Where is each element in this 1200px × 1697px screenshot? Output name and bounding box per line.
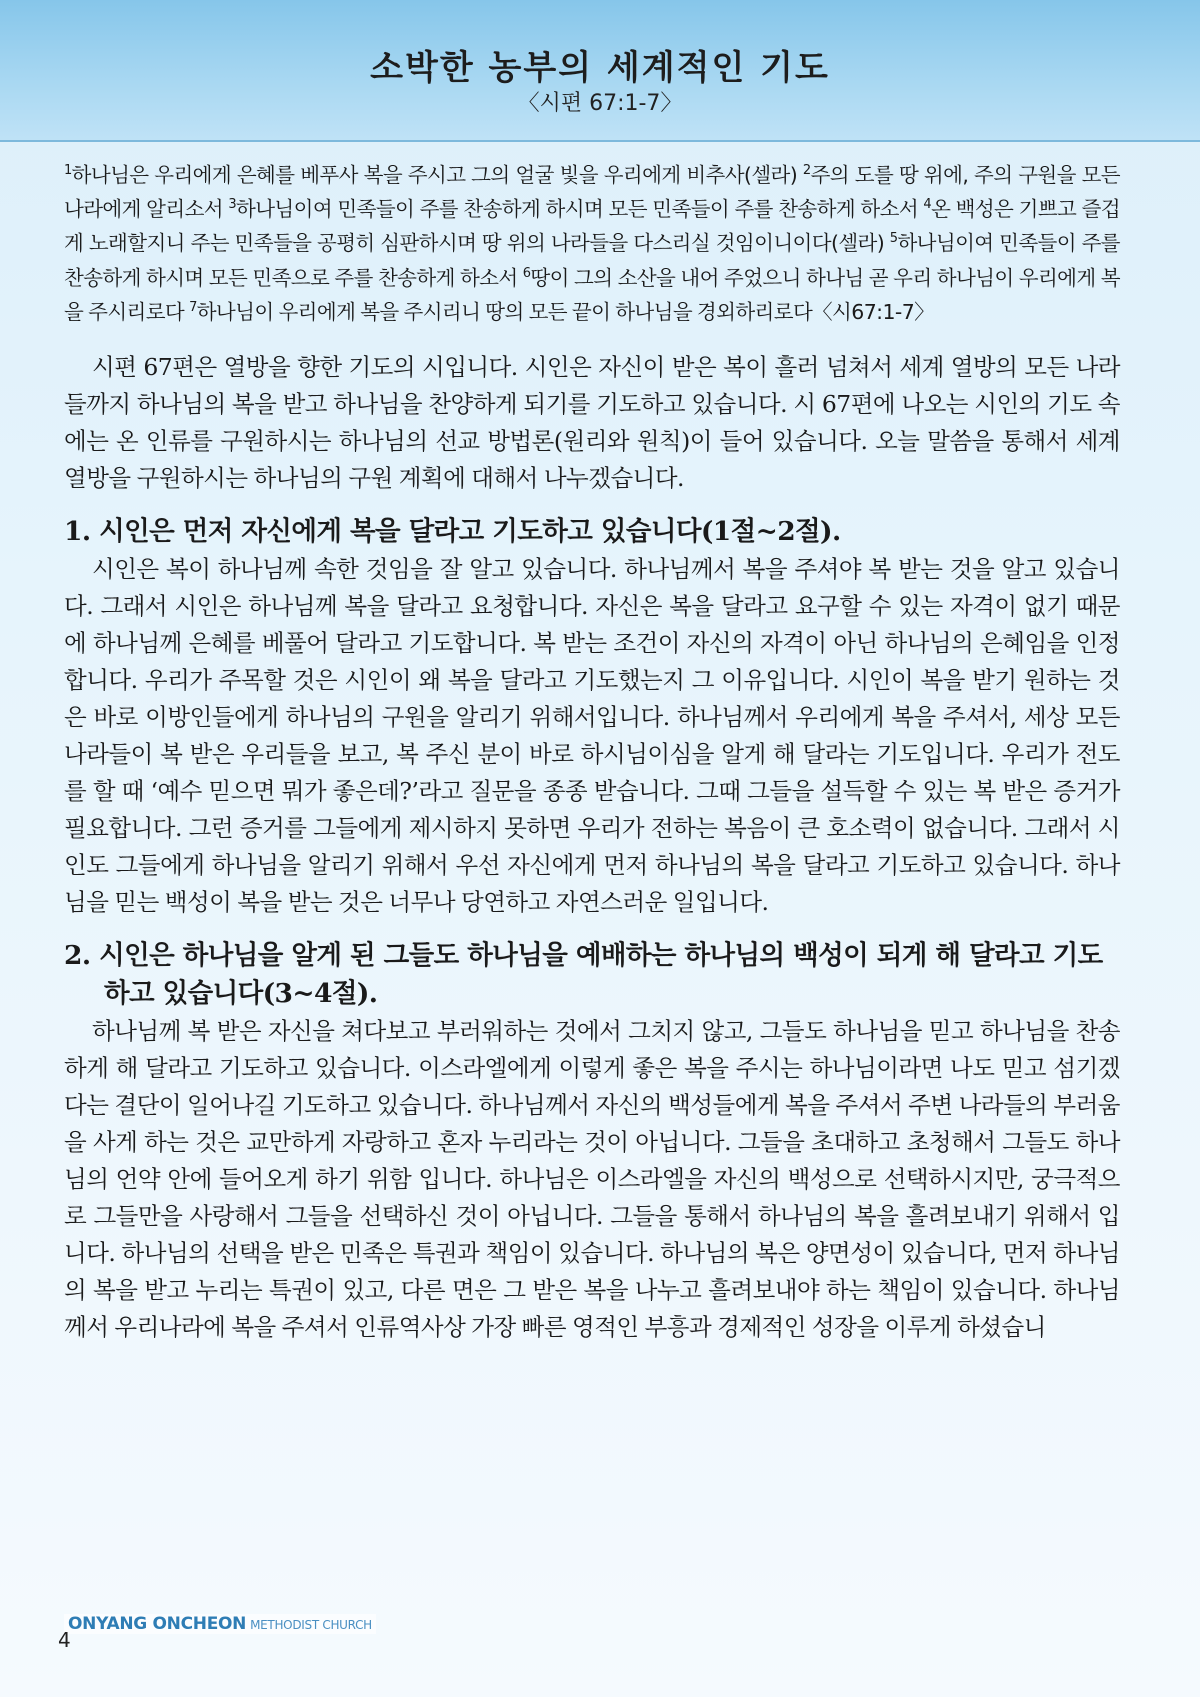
verse-text: 온 백성은 기쁘고 즐겁게 노래할지니 주는 민족들을 공평히 심판하시며 땅 위의 나라들을 다스리실 것임이니이다(셀라)	[64, 197, 1120, 256]
church-logo-subtitle: METHODIST CHURCH	[250, 1618, 372, 1632]
section-body-2: 하나님께 복 받은 자신을 쳐다보고 부러워하는 것에서 그치지 않고, 그들도 하나님을 믿고 하나님을 찬송하게 해 달라고 기도하고 있습니다. 이스라엘에게 이렇게 좋은 복을 주시는 하나님이라면 나도 믿고 섬기겠다는 결단이 일어나길 기도하고 있습니다. 하나님께서 자신의 백성들에게 복을 주셔서 주변 나라들의 부러움을 사게 하는 것은 교만하게 자랑하고 혼자 누리라는 것이 아닙니다. 그들을 초대하고 초청해서 그들도 하나님의 언약 안에 들어오게 하기 위함 입니다. 하나님은 이스라엘을 자신의 백성으로 선택하시지만, 궁극적으로 그들만을 사랑해서 그들을 선택하신 것이 아닙니다. 그들을 통해서 하나님의 복을 흘려보내기 위해서 입니다. 하나님의 선택을 받은 민족은 특권과 책임이 있습니다. 하나님의 복은 양면성이 있습니다, 먼저 하나님의 복을 받고 누리는 특권이 있고, 다른 면은 그 받은 복을 나누고 흘려보내야 하는 책임이 있습니다. 하나님께서 우리나라에 복을 주셔서 인류역사상 가장 빠른 영적인 부흥과 경제적인 성장을 이루게 하셨습니	[64, 1017, 1120, 1342]
scripture-passage	[64, 158, 1120, 329]
verse-number: 5	[889, 231, 898, 247]
page-title: 소박한 농부의 세계적인 기도	[370, 48, 830, 88]
verse-number: 6	[522, 265, 531, 281]
verse-text: 하나님이여 민족들이 주를 찬송하게 하시며 모든 민족으로 주를 찬송하게 하소서	[64, 231, 1120, 290]
verse-text: 하나님은 우리에게 은혜를 베푸사 복을 주시고 그의 얼굴 빛을 우리에게 비추사(셀라)	[71, 163, 803, 187]
scripture-reference: 〈시편 67:1-7〉	[517, 91, 683, 116]
verse-text: 주의 도를 땅 위에, 주의 구원을 모든 나라에게 알리소서	[64, 163, 1120, 222]
verse-number: 2	[802, 163, 811, 179]
verse-text: 하나님이여 민족들이 주를 찬송하게 하시며 모든 민족들이 주를 찬송하게 하소서	[236, 197, 924, 222]
verse-text: 하나님이 우리에게 복을 주시리니 땅의 모든 끝이 하나님을 경외하리로다〈시67:1-7〉	[196, 299, 935, 324]
verse-number: 4	[923, 197, 932, 213]
header-banner	[0, 0, 1200, 142]
article-body	[64, 158, 1120, 1346]
section-heading-2: 2. 시인은 하나님을 알게 된 그들도 하나님을 예배하는 하나님의 백성이 되게 해 달라고 기도하고 있습니다(3~4절).	[64, 940, 1103, 1010]
verse-number: 1	[64, 163, 72, 179]
verse-text: 땅이 그의 소산을 내어 주었으니 하나님 곧 우리 하나님이 우리에게 복을 주시리로다	[64, 265, 1120, 324]
church-logo-name: ONYANG ONCHEON	[68, 1614, 247, 1634]
verse-number: 7	[189, 299, 197, 315]
verse-number: 3	[228, 197, 237, 213]
church-logo	[64, 1614, 376, 1634]
section-body-1: 시인은 복이 하나님께 속한 것임을 잘 알고 있습니다. 하나님께서 복을 주셔야 복 받는 것을 알고 있습니다. 그래서 시인은 하나님께 복을 달라고 요청합니다. 자신은 복을 달라고 요구할 수 있는 자격이 없기 때문에 하나님께 은혜를 베풀어 달라고 기도합니다. 복 받는 조건이 자신의 자격이 아닌 하나님의 은혜임을 인정합니다. 우리가 주목할 것은 시인이 왜 복을 달라고 기도했는지 그 이유입니다. 시인이 복을 받기 원하는 것은 바로 이방인들에게 하나님의 구원을 알리기 위해서입니다. 하나님께서 우리에게 복을 주셔서, 세상 모든 나라들이 복 받은 우리들을 보고, 복 주신 분이 바로 하시님이심을 알게 해 달라는 기도입니다. 우리가 전도를 할 때 ‘예수 믿으면 뭐가 좋은데?’라고 질문을 종종 받습니다. 그때 그들을 설득할 수 있는 복 받은 증거가 필요합니다. 그런 증거를 그들에게 제시하지 못하면 우리가 전하는 복음이 큰 호소력이 없습니다. 그래서 시인도 그들에게 하나님을 알리기 위해서 우선 자신에게 먼저 하나님의 복을 달라고 기도하고 있습니다. 하나님을 믿는 백성이 복을 받는 것은 너무나 당연하고 자연스러운 일입니다.	[64, 555, 1120, 917]
section-heading-1: 1. 시인은 먼저 자신에게 복을 달라고 기도하고 있습니다(1절~2절).	[64, 516, 841, 548]
page-number: 4	[58, 1628, 71, 1652]
intro-paragraph: 시편 67편은 열방을 향한 기도의 시입니다. 시인은 자신이 받은 복이 흘러 넘쳐서 세계 열방의 모든 나라들까지 하나님의 복을 받고 하나님을 찬양하게 되기를 기도하고 있습니다. 시 67편에 나오는 시인의 기도 속에는 온 인류를 구원하시는 하나님의 선교 방법론(원리와 원칙)이 들어 있습니다. 오늘 말씀을 통해서 세계 열방을 구원하시는 하나님의 구원 계획에 대해서 나누겠습니다.	[64, 353, 1120, 493]
